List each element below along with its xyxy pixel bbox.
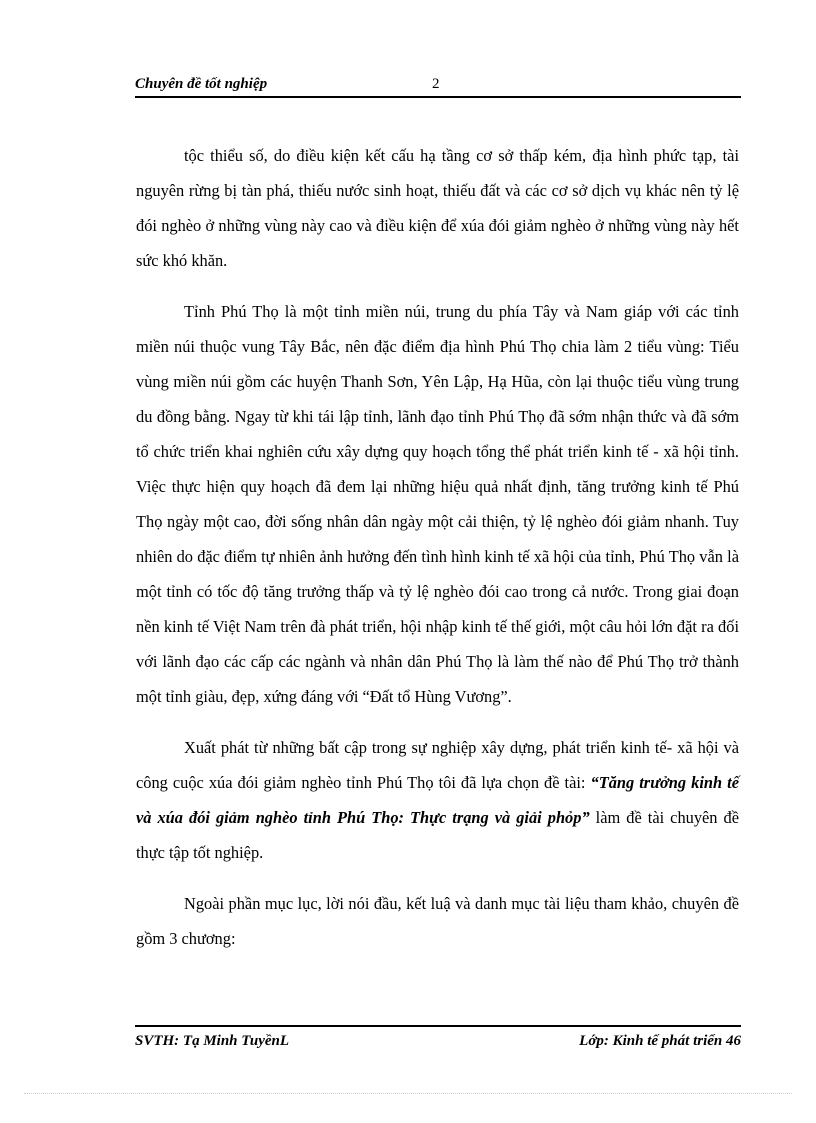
footer-class: Lớp: Kinh tế phát triển 46 (579, 1033, 741, 1049)
paragraph-3 (136, 730, 739, 870)
document-body (136, 138, 739, 972)
page-footer (135, 1025, 741, 1057)
page-header (135, 76, 741, 98)
page-edge-divider (24, 1093, 792, 1094)
paragraph-1: tộc thiểu số, do điều kiện kết cấu hạ tầng cơ sở thấp kém, địa hình phức tạp, tài nguyên rừng bị tàn phá, thiếu nước sinh hoạt, thiếu đất và các cơ sở dịch vụ khác nên tỷ lệ đói nghèo ở những vùng này cao và điều kiện để xúa đói giảm nghèo ở những vùng này hết sức khó khăn. (136, 146, 739, 270)
thesis-title: “Tăng trưởng kinh tế và xúa đói giảm nghèo tỉnh Phú Thọ: Thực trạng và giải phỏp” (136, 773, 739, 827)
footer-student: SVTH: Tạ Minh TuyềnL (135, 1033, 290, 1049)
paragraph-3-ending: làm đề tài chuyên đề thực tập tốt nghiệp. (136, 808, 739, 862)
paragraph-4: Ngoài phần mục lục, lời nói đầu, kết luậ và danh mục tài liệu tham khảo, chuyên đề gồm 3 chương: (136, 894, 739, 948)
page-number: 2 (432, 76, 440, 92)
paragraph-3-intro: Xuất phát từ những bất cập trong sự nghiệp xây dựng, phát triển kinh tế- xã hội và công cuộc xúa đói giảm nghèo tỉnh Phú Thọ tôi đã lựa chọn đề tài: (136, 738, 739, 792)
paragraph-2: Tỉnh Phú Thọ là một tỉnh miền núi, trung du phía Tây và Nam giáp với các tỉnh miền núi thuộc vung Tây Bắc, nên đặc điểm địa hình Phú Thọ chia làm 2 tiểu vùng: Tiểu vùng miền núi gồm các huyện Thanh Sơn, Yên Lập, Hạ Hũa, còn lại thuộc tiểu vùng trung du đồng bằng. Ngay từ khi tái lập tỉnh, lãnh đạo tỉnh Phú Thọ đã sớm nhận thức và đã sớm tổ chức triển khai nghiên cứu xây dựng quy hoạch tổng thể phát triển kinh tế - xã hội tỉnh. Việc thực hiện quy hoạch đã đem lại những hiệu quả nhất định, tăng trưởng kinh tế Phú Thọ ngày một cao, đời sống nhân dân ngày một cải thiện, tỷ lệ nghèo đói giảm nhanh. Tuy nhiên do đặc điểm tự nhiên ảnh hưởng đến tình hình kinh tế xã hội của tỉnh, Phú Thọ vẫn là một tỉnh có tốc độ tăng trưởng thấp và tỷ lệ nghèo đói cao trong cả nước. Trong giai đoạn nền kinh tế Việt Nam trên đà phát triển, hội nhập kinh tế thế giới, một câu hỏi lớn đặt ra đối với lãnh đạo các cấp các ngành và nhân dân Phú Thọ là làm thế nào để Phú Thọ trở thành một tỉnh giàu, đẹp, xứng đáng với “Đất tổ Hùng Vương”. (136, 302, 739, 706)
header-title: Chuyên đề tốt nghiệp (135, 76, 268, 92)
